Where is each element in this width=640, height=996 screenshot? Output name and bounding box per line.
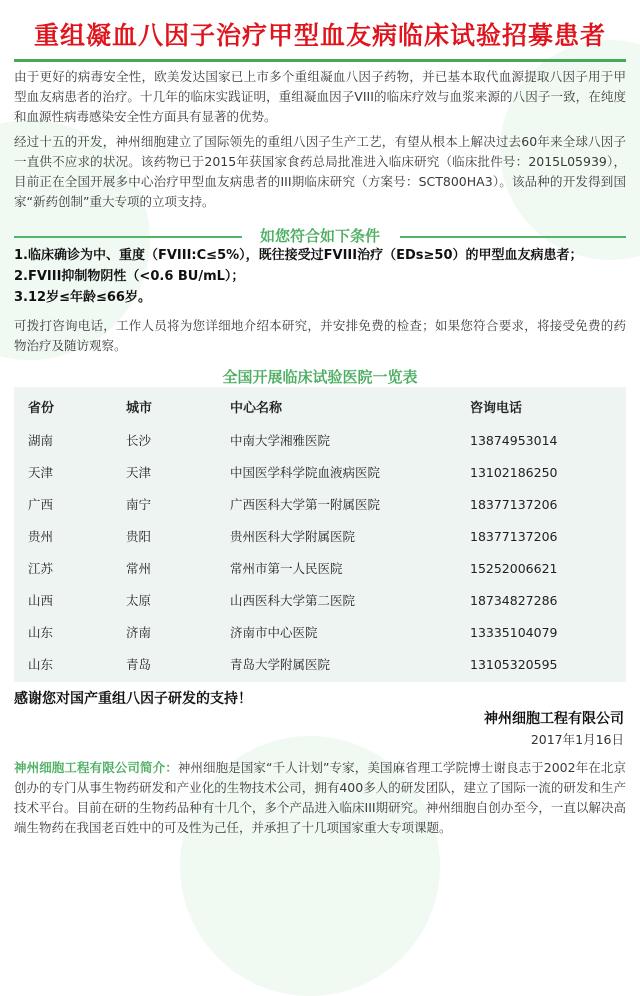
contact-paragraph: 可拨打咨询电话，工作人员将为您详细地介绍本研究，并安排免费的检查；如果您符合要求，将接受免费的药物治疗及随访观察。 [14, 318, 626, 353]
center-name-cell: 山西医科大学第二医院 [230, 593, 356, 608]
table-row [14, 521, 626, 553]
condition-item: 2.FVIII抑制物阴性（<0.6 BU/mL）； [14, 269, 245, 284]
center-name-cell: 青岛大学附属医院 [230, 657, 331, 672]
table-row [14, 617, 626, 649]
table-row [14, 585, 626, 617]
hospital-table [14, 387, 626, 682]
city-cell: 天津 [126, 465, 152, 480]
phone-cell: 13874953014 [470, 433, 558, 448]
condition-item: 1.临床确诊为中、重度（FVIII:C≤5%），既往接受过FVIII治疗（EDs≥50）的甲型血友病患者； [14, 248, 583, 263]
signature-company: 神州细胞工程有限公司 [484, 711, 624, 727]
phone-cell: 18377137206 [470, 497, 558, 512]
table-row [14, 457, 626, 489]
phone-cell: 15252006621 [470, 561, 558, 576]
center-name-cell: 中南大学湘雅医院 [230, 433, 331, 448]
page-title: 重组凝血八因子治疗甲型血友病临床试验招募患者 [33, 21, 606, 50]
province-cell: 湖南 [28, 433, 54, 448]
intro-paragraph-1: 由于更好的病毒安全性，欧美发达国家已上市多个重组凝血八因子药物，并已基本取代血源提取八因子用于甲型血友病患者的治疗。十几年的临床实践证明，重组凝血因子VIII的临床疗效与血浆来源的八因子一致，在纯度和血源性病毒感染安全性方面具有显著的优势。 [14, 69, 626, 124]
phone-cell: 18734827286 [470, 593, 558, 608]
intro-paragraph-2: 经过十五的开发，神州细胞建立了国际领先的重组八因子生产工艺，有望从根本上解决过去60年来全球八因子一直供不应求的状况。该药物已于2015年获国家食药总局批准进入临床研究（临床批件号：2015L05939），目前正在全国开展多中心治疗甲型血友病患者的III期临床研究（方案号：SCT800HA3）。该品种的开发得到国家“新药创制”重大专项的立项支持。 [14, 134, 626, 209]
province-cell: 贵州 [28, 529, 54, 544]
city-cell: 南宁 [126, 497, 152, 512]
city-cell: 济南 [126, 625, 152, 640]
hospital-table-heading: 全国开展临床试验医院一览表 [222, 368, 418, 386]
province-cell: 天津 [28, 465, 54, 480]
condition-item: 3.12岁≤年龄≤66岁。 [14, 290, 151, 305]
phone-cell: 13102186250 [470, 465, 558, 480]
center-name-cell: 济南市中心医院 [230, 625, 318, 640]
phone-cell: 13335104079 [470, 625, 558, 640]
province-cell: 江苏 [28, 561, 54, 576]
conditions-heading: 如您符合如下条件 [259, 227, 380, 245]
header-center-name: 中心名称 [230, 401, 283, 416]
province-cell: 山东 [28, 625, 54, 640]
header-province: 省份 [28, 401, 55, 416]
center-name-cell: 贵州医科大学附属医院 [230, 529, 356, 544]
conditions-list [14, 245, 626, 308]
thanks-message: 感谢您对国产重组八因子研发的支持！ [14, 691, 252, 707]
province-cell: 山东 [28, 657, 54, 672]
header-phone: 咨询电话 [470, 401, 523, 416]
center-name-cell: 广西医科大学第一附属医院 [230, 497, 381, 512]
section-divider-right [400, 236, 626, 238]
province-cell: 广西 [28, 497, 54, 512]
city-cell: 长沙 [126, 433, 152, 448]
company-profile-text: 神州细胞是国家“千人计划”专家，美国麻省理工学院博士谢良志于2002年在北京创办的专门从事生物药研发和产业化的生物技术公司，拥有400多人的研发团队，建立了国际一流的研发和生产技术平台。目前在研的生物药品种有十几个，多个产品进入临床III期研究。神州细胞自创办至今，一直以解决高端生物药在我国老百姓中的可及性为己任，并承担了十几项国家重大专项课题。 [14, 760, 626, 835]
phone-cell: 13105320595 [470, 657, 558, 672]
company-profile [14, 758, 626, 838]
center-name-cell: 常州市第一人民医院 [230, 561, 343, 576]
title-divider [14, 59, 626, 62]
signature-date: 2017年1月16日 [530, 732, 624, 747]
province-cell: 山西 [28, 593, 54, 608]
table-row [14, 649, 626, 681]
table-row [14, 425, 626, 457]
city-cell: 贵阳 [126, 529, 152, 544]
table-row [14, 489, 626, 521]
city-cell: 青岛 [126, 657, 152, 672]
company-profile-label: 神州细胞工程有限公司简介： [14, 760, 178, 775]
header [0, 0, 640, 70]
table-header-row [14, 393, 626, 425]
table-row [14, 553, 626, 585]
header-city: 城市 [126, 401, 153, 416]
center-name-cell: 中国医学科学院血液病医院 [230, 465, 381, 480]
phone-cell: 18377137206 [470, 529, 558, 544]
city-cell: 太原 [126, 593, 152, 608]
city-cell: 常州 [126, 561, 152, 576]
